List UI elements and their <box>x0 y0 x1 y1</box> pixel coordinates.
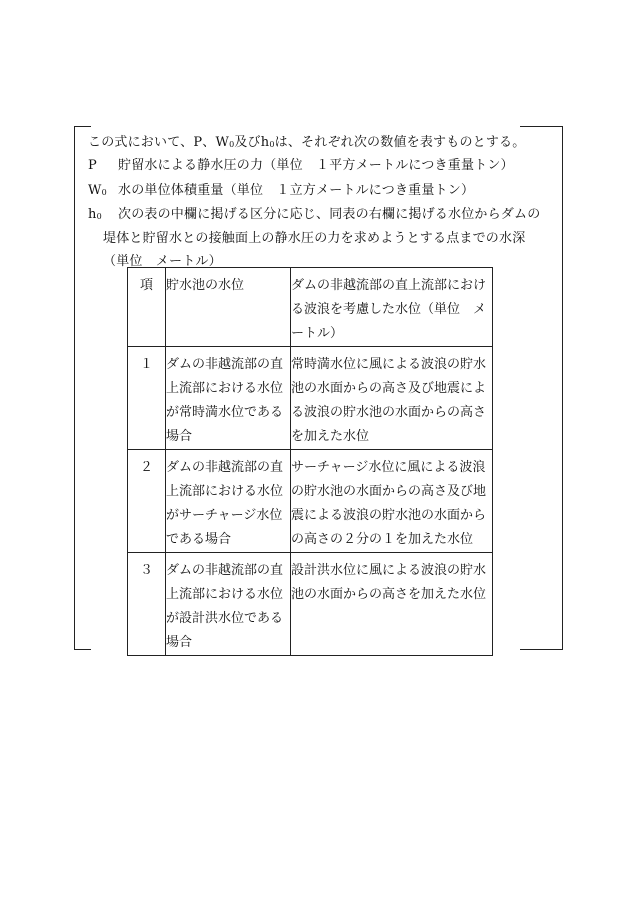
row-number: ２ <box>128 450 166 553</box>
intro-mid: 及びh <box>234 135 270 150</box>
row-number: ３ <box>128 553 166 656</box>
intro-w-subscript: 0 <box>229 140 235 149</box>
symbol-p: P <box>88 158 97 173</box>
definition-p-text: 貯留水による静水圧の力（単位 １平方メートルにつき重量トン） <box>118 158 514 173</box>
row-wave-level: 設計洪水位に風による波浪の貯水池の水面からの高さを加えた水位 <box>291 553 493 656</box>
definition-h0-text-1: 次の表の中欄に掲げる区分に応じ、同表の右欄に掲げる水位からダムの <box>118 207 541 222</box>
symbol-w-subscript: 0 <box>101 188 107 197</box>
row-reservoir-level: ダムの非越流部の直上流部における水位がサーチャージ水位である場合 <box>166 450 291 553</box>
table-row <box>128 450 493 553</box>
table-row <box>128 347 493 450</box>
table-header-row <box>128 268 493 347</box>
intro-h-subscript: 0 <box>269 140 275 149</box>
definition-h0 <box>88 203 540 229</box>
water-level-table <box>127 267 493 656</box>
symbol-h: h <box>88 207 97 222</box>
intro-post: は、それぞれ次の数値を表すものとする。 <box>274 135 526 150</box>
row-reservoir-level: ダムの非越流部の直上流部における水位が設計洪水位である場合 <box>166 553 291 656</box>
row-reservoir-level: ダムの非越流部の直上流部における水位が常時満水位である場合 <box>166 347 291 450</box>
table-row <box>128 553 493 656</box>
symbol-w: W <box>88 183 102 198</box>
row-wave-level: 常時満水位に風による波浪の貯水池の水面からの高さ及び地震による波浪の貯水池の水面からの高さを加えた水位 <box>291 347 493 450</box>
row-wave-level: サーチャージ水位に風による波浪の貯水池の水面からの高さ及び地震による波浪の貯水池の水面からの高さの２分の１を加えた水位 <box>291 450 493 553</box>
definition-h0-line-2: 堤体と貯留水との接触面上の静水圧の力を求めようとする点までの水深 <box>103 231 526 246</box>
definition-w0-text: 水の単位体積重量（単位 １立方メートルにつき重量トン） <box>118 183 475 198</box>
definition-w0 <box>88 179 474 205</box>
header-item-number: 項 <box>128 268 166 347</box>
header-wave-level: ダムの非越流部の直上流部における波浪を考慮した水位（単位 メートル） <box>291 268 493 347</box>
symbol-h-subscript: 0 <box>96 212 102 221</box>
symbol-w0 <box>88 179 118 205</box>
symbol-h0 <box>88 203 118 229</box>
definition-h0-line-3: （単位 メートル） <box>103 254 222 269</box>
row-number: １ <box>128 347 166 450</box>
definition-p <box>88 154 514 178</box>
header-reservoir-level: 貯水池の水位 <box>166 268 291 347</box>
intro-pre: この式において、P、W <box>88 135 230 150</box>
